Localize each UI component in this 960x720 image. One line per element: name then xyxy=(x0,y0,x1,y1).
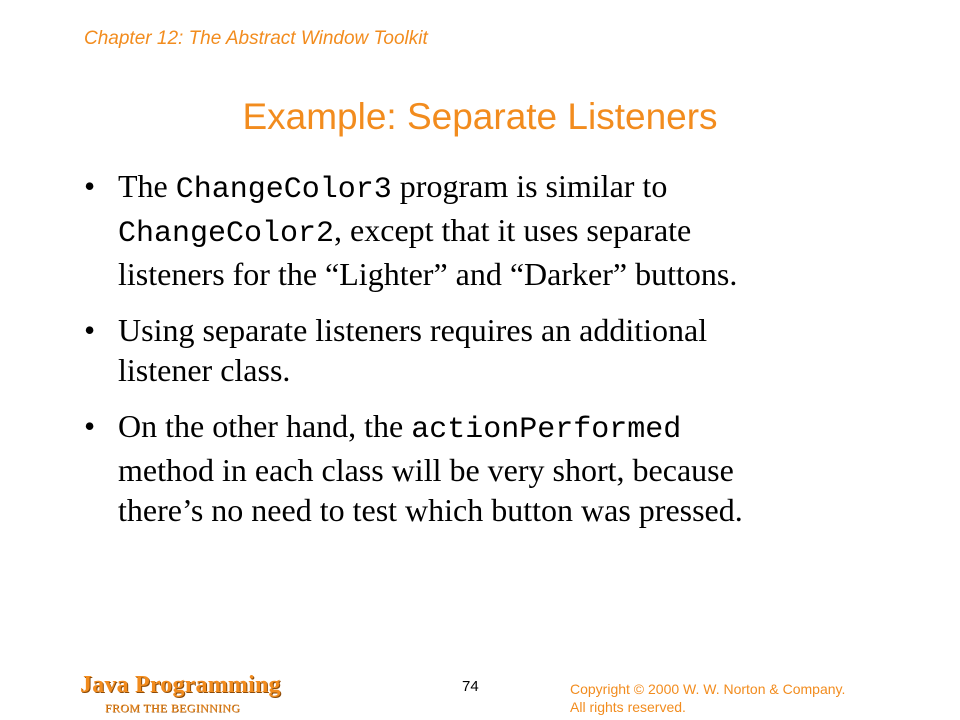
bullet-marker: • xyxy=(84,408,96,444)
bullet-text: The xyxy=(118,168,176,204)
bullet-list xyxy=(84,166,884,546)
bullet-text: listener class. xyxy=(118,352,291,388)
logo-title: Java Programming xyxy=(80,672,281,698)
copyright-notice xyxy=(570,680,845,716)
bullet-line xyxy=(118,166,884,210)
copyright-line-1: Copyright © 2000 W. W. Norton & Company. xyxy=(570,681,846,697)
bullet-text: listeners for the “Lighter” and “Darker” buttons. xyxy=(118,256,738,292)
bullet-text: On the other hand, the xyxy=(118,408,412,444)
bullet-line xyxy=(118,406,884,450)
page-number: 74 xyxy=(462,678,479,695)
bullet-item xyxy=(84,406,884,530)
code-identifier: ChangeColor2 xyxy=(118,217,335,251)
bullet-text: program is similar to xyxy=(391,168,668,204)
code-identifier: ChangeColor3 xyxy=(175,173,392,207)
bullet-item xyxy=(84,310,884,390)
bullet-text: Using separate listeners requires an additional xyxy=(118,312,708,348)
bullet-text: there’s no need to test which button was pressed. xyxy=(118,492,743,528)
bullet-line xyxy=(118,210,884,254)
bullet-marker: • xyxy=(84,168,96,204)
bullet-line xyxy=(118,350,884,390)
copyright-line-2: All rights reserved. xyxy=(570,699,686,715)
chapter-heading: Chapter 12: The Abstract Window Toolkit xyxy=(84,28,428,49)
book-logo xyxy=(80,672,310,716)
slide-title: Example: Separate Listeners xyxy=(242,96,718,137)
bullet-item xyxy=(84,166,884,294)
code-identifier: actionPerformed xyxy=(411,413,682,447)
logo-subtitle: FROM THE BEGINNING xyxy=(105,701,241,715)
bullet-text: method in each class will be very short, because xyxy=(118,452,734,488)
bullet-line xyxy=(118,450,884,490)
bullet-line xyxy=(118,490,884,530)
bullet-text: , except that it uses separate xyxy=(334,212,692,248)
bullet-line xyxy=(118,254,884,294)
bullet-marker: • xyxy=(84,312,96,348)
bullet-line xyxy=(118,310,884,350)
